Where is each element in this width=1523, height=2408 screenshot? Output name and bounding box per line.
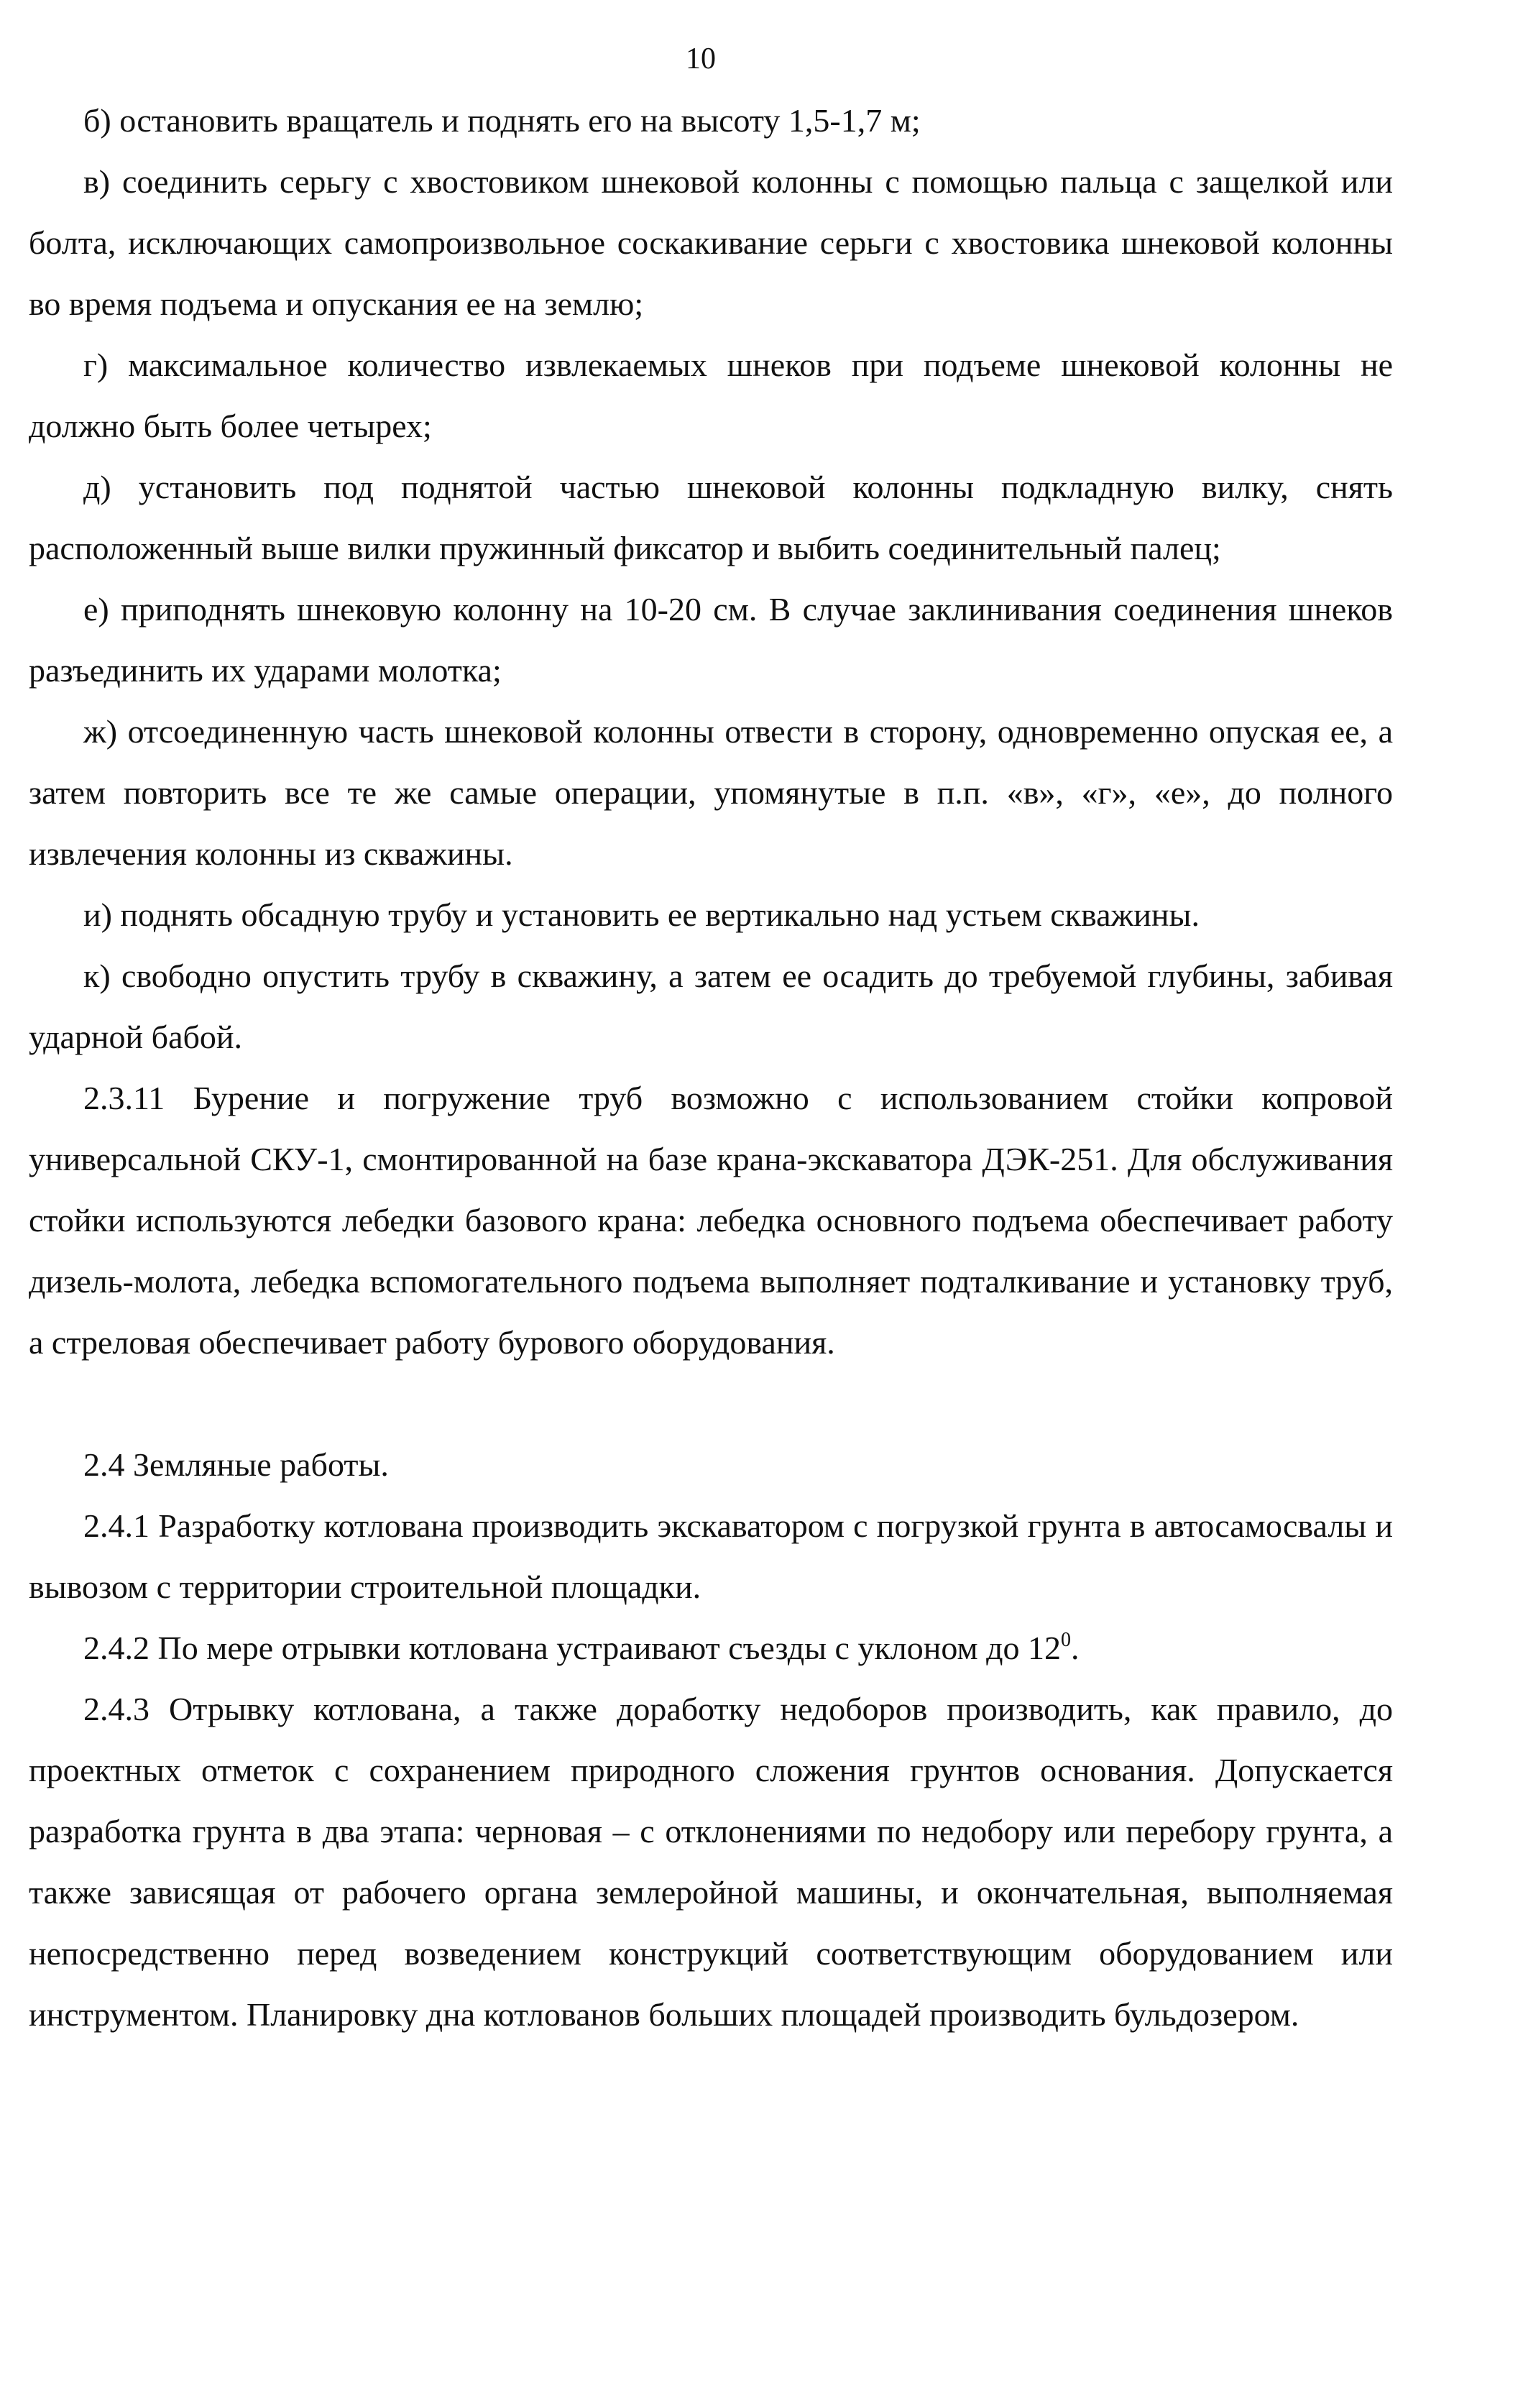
paragraph-2-4-2-end: . <box>1071 1630 1080 1666</box>
page-number: 10 <box>686 42 716 75</box>
list-item-k: к) свободно опустить трубу в скважину, а затем ее осадить до требуемой глубины, забивая ударной бабой. <box>29 957 1393 1055</box>
paragraph-2-3-11: 2.3.11 Бурение и погружение труб возможно с использованием стойки копровой универсальной СКУ-1, смонтированной на базе крана-экскаватора ДЭК-251. Для обслуживания стойки используются лебедки базового крана: лебедка основного подъема обеспечивает работу дизель-молота, лебедка вспомогательного подъема выполняет подталкивание и установку труб, а стреловая обеспечивает работу бурового оборудования. <box>29 1080 1393 1361</box>
paragraph-2-4-2 <box>29 1617 1393 1678</box>
section-spacer <box>29 1373 1393 1434</box>
paragraph-2-4-2-text: 2.4.2 По мере отрывки котлована устраивают съезды с уклоном до 12 <box>83 1630 1062 1666</box>
section-heading-2-4: 2.4 Земляные работы. <box>83 1446 389 1483</box>
list-item-zh: ж) отсоединенную часть шнековой колонны отвести в сторону, одновременно опуская ее, а затем повторить все те же самые операции, упомянутые в п.п. «в», «г», «е», до полного извлечения колонны из скважины. <box>29 713 1393 872</box>
paragraph-2-4-1: 2.4.1 Разработку котлована производить экскаватором с погрузкой грунта в автосамосвалы и вывозом с территории строительной площадки. <box>29 1507 1393 1605</box>
list-item-b: б) остановить вращатель и поднять его на высоту 1,5-1,7 м; <box>83 102 921 139</box>
degree-superscript: 0 <box>1061 1629 1072 1651</box>
paragraph-2-4-3: 2.4.3 Отрывку котлована, а также доработку недоборов производить, как правило, до проектных отметок с сохранением природного сложения грунтов основания. Допускается разработка грунта в два этапа: черновая – с отклонениями по недобору или перебору грунта, а также зависящая от рабочего органа землеройной машины, и окончательная, выполняемая непосредственно перед возведением конструкций соответствующим оборудованием или инструментом. Планировку дна котлованов больших площадей производить бульдозером. <box>29 1691 1393 2033</box>
list-item-g: г) максимальное количество извлекаемых шнеков при подъеме шнековой колонны не должно быть более четырех; <box>29 346 1393 444</box>
list-item-d: д) установить под поднятой частью шнековой колонны подкладную вилку, снять расположенный выше вилки пружинный фиксатор и выбить соединительный палец; <box>29 469 1393 566</box>
list-item-v: в) соединить серьгу с хвостовиком шнековой колонны с помощью пальца с защелкой или болта, исключающих самопроизвольное соскакивание серьги с хвостовика шнековой колонны во время подъема и опускания ее на землю; <box>29 163 1393 322</box>
document-body <box>29 90 1393 2045</box>
list-item-e: е) приподнять шнековую колонну на 10-20 см. В случае заклинивания соединения шнеков разъединить их ударами молотка; <box>29 591 1393 689</box>
list-item-i: и) поднять обсадную трубу и установить ее вертикально над устьем скважины. <box>83 896 1200 933</box>
